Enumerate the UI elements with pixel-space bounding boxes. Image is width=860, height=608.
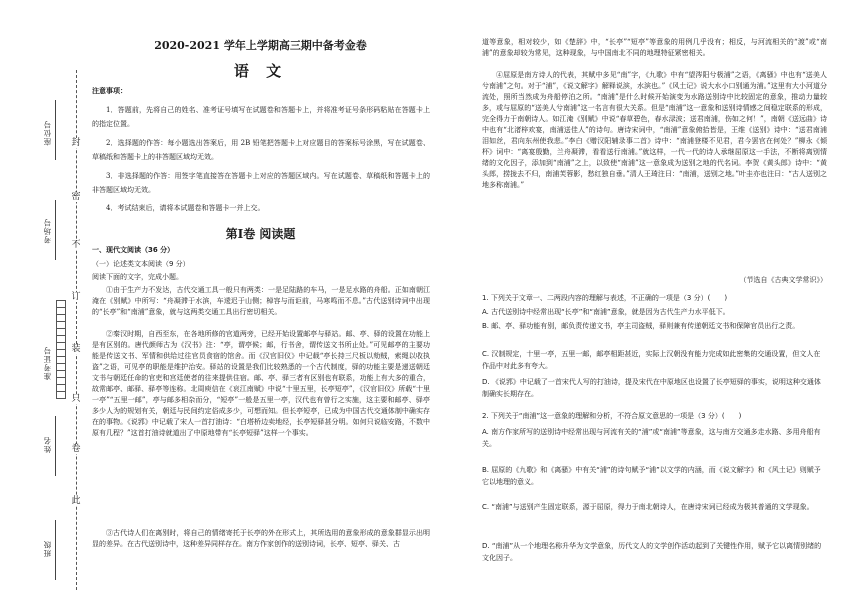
seat-number-line [55,100,56,160]
class-line [55,520,56,580]
passage-paragraph-4: ④屈原是南方诗人的代表，其赋中多见“南”字，《九歌》中有“望涔阳兮极浦”之语，《离骚》中也有“送美人兮南浦”之句。对于“浦”，《说文解字》解释说滨，水滨也。”《风土记》说大水小口别通为浦。”这里有大小河道分流处，照所当然成为舟船停泊之所。“南浦”是什么时候开始演变为水路送别诗中比较固定的意象，推动力量较多，或与屈原的“送美人兮南浦”这一名言有很大关系。但是“南浦”这一意象和送别诗情感之间稳定联系的形成，完全得力于南朝诗人。如江淹《别赋》中说“春草碧色，春水渌波；送君南浦，伤如之何！”，南朝《送远曲》诗中也有“北渚梓欢宴，南浦送佳人”的诗句。唐诗宋词中，“南浦”意象俯拾皆是，王维《送别》诗中：“送君南浦泪如丝，君向东州使我悲。”李白《赠汉阳辅录事二首》诗中：“南浦登楼不见君，君今罢官在何处？”柳永《倾杯》词中：“离宴殷勤，兰舟凝滞，看看送行南浦。”就这样，一代一代的诗人承继屈原这一手法，不断将离别情绪的文化因子，添加到“南浦”之上，以致使“南浦”这一意象成为送别之地的代名词。李贺《黄头郎》诗中：“黄头郎，捞拢去不归，南浦芙蓉影，愁红独自垂。”清人王琦注曰：“南浦，送别之地。”叶圭亦也注曰：“古人送别之地多称南浦。” [482,71,827,189]
part-heading: 一、现代文阅读（36 分） [92,246,175,254]
seal-word: 装 [71,344,81,354]
question-2-option-c: C. “南浦”与送别产生固定联系，源于屈原，得力于南北朝诗人，在唐诗宋词已经成为极其普通的文学现象。 [482,503,814,511]
binding-margin [0,0,95,608]
exam-room-label: 考场号 [43,218,52,244]
seal-word: 只 [71,394,81,404]
subject-title: 语 文 [233,62,288,80]
notice-4: 4．考试结束后，请将本试题卷和答题卡一并上交。 [106,204,265,212]
seal-word: 密 [71,192,81,202]
question-2-option-d: D. “南浦”从一个地理名称升华为文学意象，历代文人的文学创作活动起到了关键性作用，赋予它以离情别绪的文化因子。 [482,542,822,562]
passage-paragraph-3: ③古代诗人们在离别时，将自己的情绪寄托于长亭的外在形式上，其所选用的意象形成的意象群显示出明显的差异。在古代送别诗中，这种差异同样存在。南方作家创作的送别诗词，长亭、短亭、驿关、古 [92,529,430,548]
passage-paragraph-1: ①由于生产力不发达，古代交通工具一般只有两类：一是足陆路的车马，一是足水路的舟船。正如南朝江淹在《别赋》中所写：“舟凝滞于水滨，车逶迟于山侧；棹容与而讵前，马寒鸣而不息。”古代送别诗词中出现的“长亭”和“南浦”意象，就与这两类交通工具出行密切相关。 [92,286,430,316]
question-1-option-d: D. 《说郛》中记载了一首宋代人写的打油诗，提及宋代在中原地区也设置了长亭短驿的事实，说明这种交通体制确实长期存在。 [482,378,821,398]
exam-room-line [55,200,56,260]
exam-title: 2020-2021 学年上学期高三期中备考金卷 [154,39,367,52]
passage-paragraph-3-cont: 道等意象，相对较少，如《楚辞》中，“长亭”“短亭”等意象的用例几乎没有；相反，与河流相关的“渡”或“南浦”的意象却较为常见，这种现象，与中国南北不同的地理特征紧密相关。 [482,38,827,57]
question-1-option-c: C. 汉制规定，十里一亭，五里一邮，邮亭相距甚近，实际上汉朝没有能力完成如此密集的交通设置，但文人在作品中对此多有夸大。 [482,350,821,370]
question-1: 1. 下列关于文章一、二两段内容的理解与表述，不正确的一项是（3 分）( ) [482,294,728,302]
ticket-number-grid [56,300,66,399]
class-label: 班级 [43,540,52,557]
seal-word: 封 [71,138,81,148]
question-2-option-a: A. 南方作家所写的送别诗中经常出现与河流有关的“浦”或“南浦”等意象，这与南方交通多走水路、多用舟船有关。 [482,428,821,448]
seat-number-label: 座位号 [43,120,52,146]
section-heading: 第Ⅰ卷 阅读题 [225,227,296,241]
notice-2: 2．选择题的作答：每小题选出答案后，用 2B 铅笔把答题卡上对应题目的答案标号涂黑，写在试题卷、草稿纸和答题卡上的非答题区域均无效。 [92,139,430,161]
notice-3: 3．非选择题的作答：用签字笔直接答在答题卡上对应的答题区域内。写在试题卷、草稿纸和答题卡上的非答题区域均无效。 [92,172,430,194]
seal-dashed-line [76,70,77,590]
name-label: 姓名 [43,436,52,453]
seal-word: 订 [71,292,81,302]
question-1-option-b: B. 邮、亭、驿功能有别，邮负责传递文书，亭主司盗贼，驿则兼有传递朝廷文书和保障官员出行之责。 [482,322,800,330]
question-1-option-a: A. 古代送别诗中经常出现“长亭”和“南浦”意象，就是因为古代生产力水平低下。 [482,308,730,316]
passage-paragraph-2: ②秦汉时期，自西至东，在各地所修的官道两旁，已经开始设置邮亭与驿站。邮、亭、驿的设置在功能上是有区别的。唐代颜师古为《汉书》注：“亭，谓亭候；邮，行书舍，谓传送文书所止处。”可见邮亭的主要功能是传送文书、军情和供给过往官员食宿的馆舍。而《汉官旧仪》中记载“亭长持三尺板以劾贼，索绳以收执盗”之语，可见亭的职能是维护治安。驿站的设置是我们比较熟悉的一个古代制度，驿的功能主要是递送朝廷文书与朝廷任命的官吏和宫廷使者的往来提供住宿。邮、亭、驿三者有区别也有联系，功能上有大多的重合，故常邮亭、邮驿、驿亭等连称。北周庾信在《哀江南赋》中说“十里五里，长亭短亭”，《汉官旧仪》所载“十里一亭”“五里一邮”，亭与邮多相杂而分，“短亭”一般是五里一亭，汉代也有曾行之实施，这主要和邮亭、驿亭多少人为的规划有关，朝廷与民间约定俗成多少，可想而知。但长亭短亭，已成为中国古代交通体制中确实存在的事物。《说郛》中记载了宋人一首打油诗：“白塔桥边卖地经，长亭短驿甚分明。如何只说临安路，不数中原有几程？”这首打油诗就道出了中原地带有“长亭短驿”这样一个事实。 [92,330,430,437]
name-line [55,416,56,476]
instruction: 阅读下面的文字，完成小题。 [92,273,183,281]
question-2-option-b: B. 屈原的《九歌》和《离骚》中有关“浦”的诗句赋予“浦”以文学的内涵，而《说文解字》和《风土记》则赋予它以地理的意义。 [482,466,821,486]
notice-heading: 注意事项： [92,87,127,95]
seal-word: 此 [71,496,81,506]
ticket-number-label: 准考证号 [43,346,52,380]
passage-source: （节选自《古典文学常识》） [739,276,827,284]
seal-word: 卷 [71,444,81,454]
question-2: 2. 下列关于“南浦”这一意象的理解和分析，不符合原文意思的一项是（3 分）( ) [482,412,742,420]
notice-1: 1．答题前，先将自己的姓名、准考证号填写在试题卷和答题卡上，并将准考证号条形码粘贴在答题卡上的指定位置。 [92,106,430,128]
sub-heading: （一）论述类文本阅读（9 分） [92,260,190,268]
seal-word: 不 [71,240,81,250]
